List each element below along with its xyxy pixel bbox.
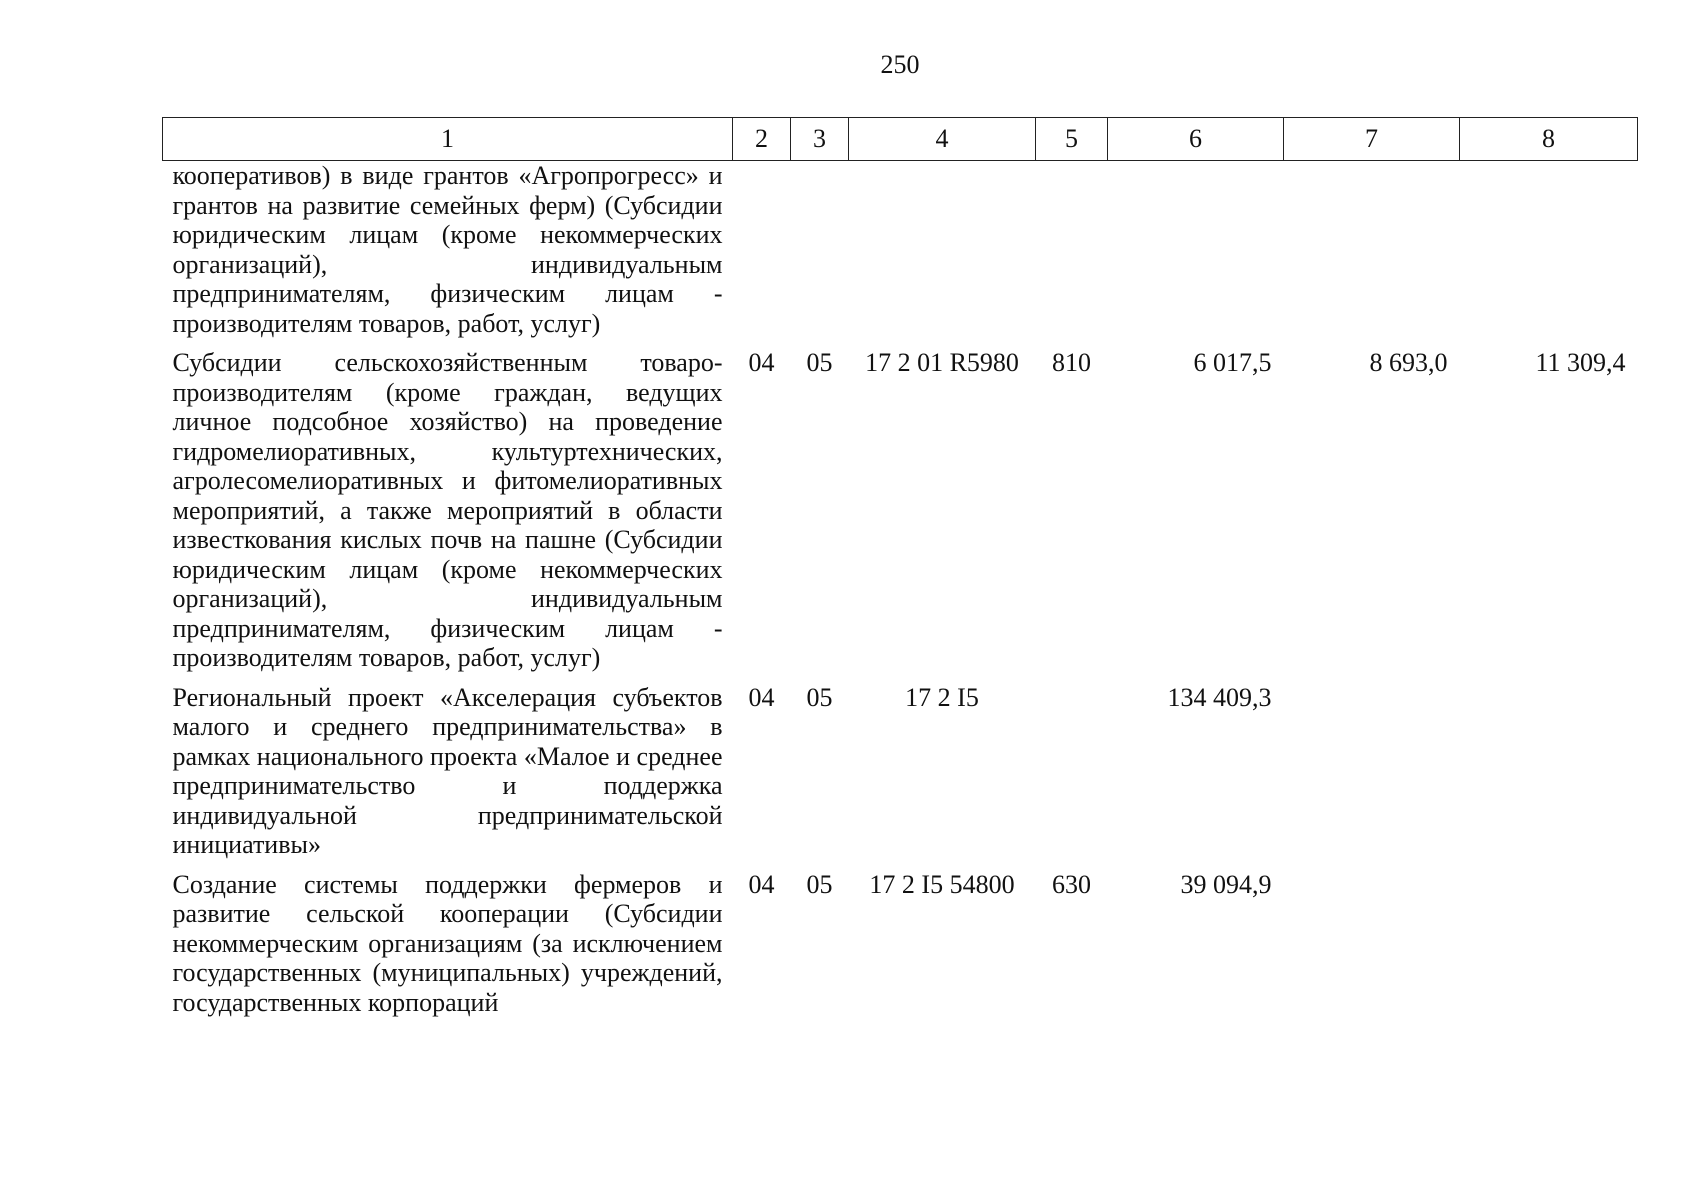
row-description: Создание системы поддержки фермеров и развитие сельской кооперации (Субсидии некоммерческим организациям (за исключением государственных (муниципальных) учреждений, государственных корпораций [172,869,723,1017]
amount-column-8 [1460,161,1638,349]
amount-column-7 [1284,161,1460,349]
target-article-code: 17 2 I5 54800 [869,869,1015,899]
column-number-header-row [163,118,1638,161]
section-code: 04 [748,869,775,899]
amount-column-6: 39 094,9 [1180,869,1272,899]
section-code: 04 [748,348,775,377]
column-header-1: 1 [163,118,733,161]
amount-column-7 [1284,870,1460,1018]
amount-column-6: 6 017,5 [1193,348,1272,377]
column-header-7: 7 [1284,118,1460,161]
column-header-3: 3 [791,118,849,161]
expense-type-code [1036,161,1108,349]
column-header-6: 6 [1108,118,1284,161]
expense-type-code [1036,683,1108,870]
section-code [733,161,791,349]
target-article-code [849,161,1036,349]
column-header-2: 2 [733,118,791,161]
row-description: Региональный проект «Акселерация субъектов малого и среднего предпринимательства» в рамках национального проекта «Малое и среднее предпринимательство и поддержка индивидуальной предпринимательской инициативы» [172,682,723,859]
table-row [163,870,1638,1018]
column-header-4: 4 [849,118,1036,161]
column-header-8: 8 [1460,118,1638,161]
expense-type-code: 810 [1052,348,1091,377]
target-article-code: 17 2 I5 [905,682,979,712]
amount-column-6: 134 409,3 [1167,682,1272,712]
subsection-code [791,161,849,349]
table-row [163,348,1638,683]
amount-column-6 [1108,161,1284,349]
subsection-code: 05 [806,682,833,712]
table-row [163,683,1638,870]
budget-table [162,117,1638,1017]
subsection-code: 05 [806,869,833,899]
row-description: кооперативов) в виде грантов «Агропрогресс» и грантов на развитие семейных ферм) (Субсидии юридическим лицам (кроме некоммерческих организаций), индивидуальным предпринимателям, физическим лицам - производителям товаров, работ, услуг) [172,161,723,338]
row-description: Субсидии сельскохозяйственным товаропроизводителям (кроме граждан, ведущих личное подсобное хозяйство) на проведение гидромелиоративных, культуртехнических, агролесомелиоративных и фитомелиоративных мероприятий, а также мероприятий в области известкования кислых почв на пашне (Субсидии юридическим лицам (кроме некоммерческих организаций), индивидуальным предпринимателям, физическим лицам - производителям товаров, работ, услуг) [172,348,723,672]
column-header-5: 5 [1036,118,1108,161]
expense-type-code: 630 [1052,869,1091,899]
table-row [163,161,1638,349]
amount-column-7: 8 693,0 [1369,348,1448,377]
amount-column-8 [1460,683,1638,870]
amount-column-8 [1460,870,1638,1018]
target-article-code: 17 2 01 R5980 [865,348,1019,377]
section-code: 04 [748,682,775,712]
page-number: 250 [880,50,920,79]
amount-column-8: 11 309,4 [1535,348,1626,377]
amount-column-7 [1284,683,1460,870]
subsection-code: 05 [806,348,833,377]
